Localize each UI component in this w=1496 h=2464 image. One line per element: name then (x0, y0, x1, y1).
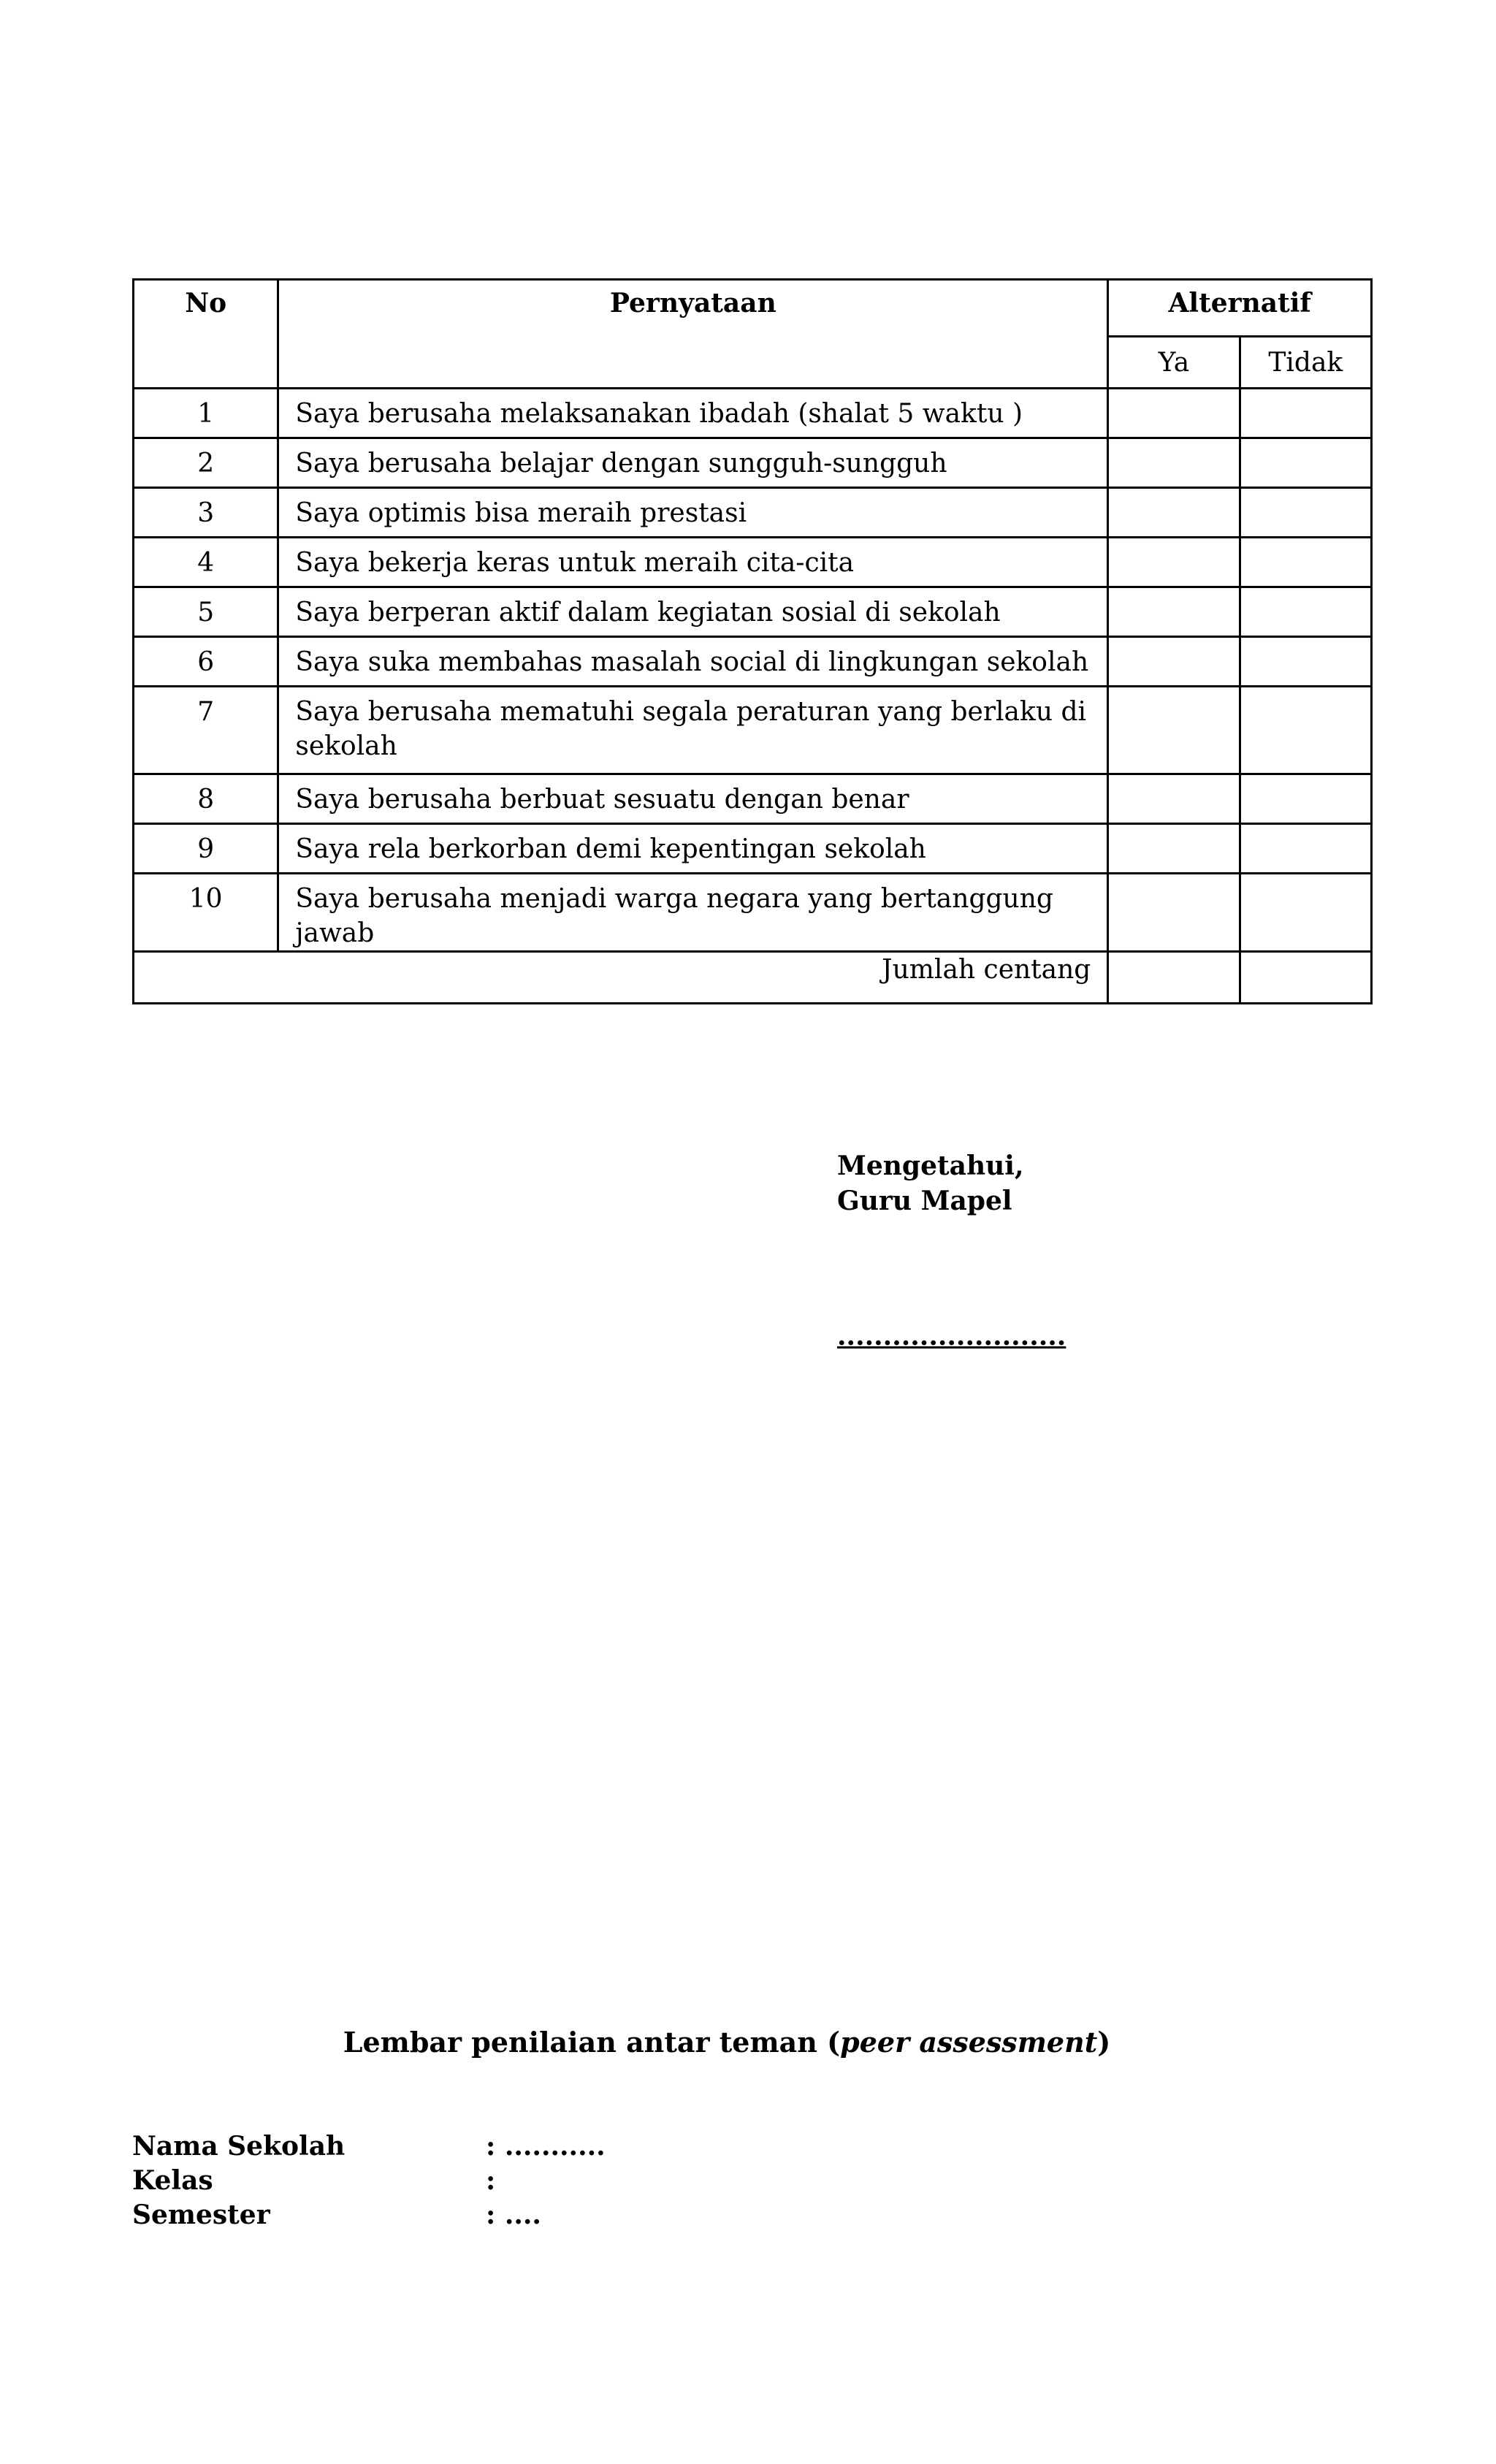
peer-title-after: ) (1097, 2026, 1111, 2059)
signature-line: ......................... (837, 1321, 1066, 1351)
table-row (134, 587, 1372, 637)
row-statement: Saya berperan aktif dalam kegiatan sosial di sekolah (278, 587, 1108, 637)
row-statement: Saya optimis bisa meraih prestasi (278, 488, 1108, 538)
total-yes-cell[interactable] (1108, 952, 1240, 1004)
row-number: 9 (134, 824, 278, 874)
header-no-option: Tidak (1240, 337, 1371, 389)
yes-cell[interactable] (1108, 389, 1240, 438)
no-cell[interactable] (1240, 874, 1371, 952)
row-number: 8 (134, 774, 278, 824)
peer-assessment-title (0, 2026, 1454, 2059)
info-value: : ........... (486, 2131, 606, 2162)
peer-title-before: Lembar penilaian antar teman ( (343, 2026, 841, 2059)
info-label: Semester (132, 2200, 270, 2230)
header-alternative: Alternatif (1108, 280, 1372, 337)
row-number: 10 (134, 874, 278, 952)
row-statement: Saya berusaha menjadi warga negara yang bertanggung jawab (278, 874, 1108, 952)
row-number: 2 (134, 438, 278, 488)
info-block (132, 2129, 863, 2232)
table-row (134, 874, 1372, 952)
total-label: Jumlah centang (134, 952, 1108, 1004)
yes-cell[interactable] (1108, 488, 1240, 538)
row-statement: Saya berusaha berbuat sesuatu dengan benar (278, 774, 1108, 824)
info-row-school (132, 2129, 863, 2164)
yes-cell[interactable] (1108, 687, 1240, 774)
table-row (134, 687, 1372, 774)
table-row (134, 438, 1372, 488)
yes-cell[interactable] (1108, 774, 1240, 824)
no-cell[interactable] (1240, 824, 1371, 874)
yes-cell[interactable] (1108, 438, 1240, 488)
row-number: 7 (134, 687, 278, 774)
table-row (134, 824, 1372, 874)
self-assessment-table (132, 278, 1373, 1004)
table-row (134, 637, 1372, 687)
info-value: : (486, 2165, 496, 2196)
row-number: 1 (134, 389, 278, 438)
signature-block (837, 1148, 1024, 1218)
no-cell[interactable] (1240, 637, 1371, 687)
row-number: 3 (134, 488, 278, 538)
row-statement: Saya suka membahas masalah social di lingkungan sekolah (278, 637, 1108, 687)
no-cell[interactable] (1240, 587, 1371, 637)
header-yes: Ya (1108, 337, 1240, 389)
peer-title-italic: peer assessment (840, 2026, 1098, 2059)
no-cell[interactable] (1240, 774, 1371, 824)
header-no: No (134, 280, 278, 389)
row-number: 5 (134, 587, 278, 637)
row-statement: Saya berusaha mematuhi segala peraturan yang berlaku di sekolah (278, 687, 1108, 774)
signature-acknowledge: Mengetahui, (837, 1151, 1024, 1181)
signature-role: Guru Mapel (837, 1186, 1012, 1216)
no-cell[interactable] (1240, 687, 1371, 774)
table-row (134, 488, 1372, 538)
header-statement: Pernyataan (278, 280, 1108, 389)
row-number: 4 (134, 538, 278, 587)
table-row (134, 389, 1372, 438)
row-statement: Saya bekerja keras untuk meraih cita-cita (278, 538, 1108, 587)
info-label: Nama Sekolah (132, 2131, 346, 2162)
row-statement: Saya rela berkorban demi kepentingan sekolah (278, 824, 1108, 874)
info-row-class (132, 2164, 863, 2198)
no-cell[interactable] (1240, 438, 1371, 488)
yes-cell[interactable] (1108, 538, 1240, 587)
no-cell[interactable] (1240, 488, 1371, 538)
row-number: 6 (134, 637, 278, 687)
info-row-semester (132, 2198, 863, 2232)
no-cell[interactable] (1240, 538, 1371, 587)
info-value: : .... (486, 2200, 541, 2230)
table-row (134, 538, 1372, 587)
table-row (134, 774, 1372, 824)
yes-cell[interactable] (1108, 637, 1240, 687)
row-statement: Saya berusaha belajar dengan sungguh-sungguh (278, 438, 1108, 488)
yes-cell[interactable] (1108, 874, 1240, 952)
no-cell[interactable] (1240, 389, 1371, 438)
row-statement: Saya berusaha melaksanakan ibadah (shalat 5 waktu ) (278, 389, 1108, 438)
total-row (134, 952, 1372, 1004)
yes-cell[interactable] (1108, 824, 1240, 874)
info-label: Kelas (132, 2165, 213, 2196)
yes-cell[interactable] (1108, 587, 1240, 637)
total-no-cell[interactable] (1240, 952, 1371, 1004)
